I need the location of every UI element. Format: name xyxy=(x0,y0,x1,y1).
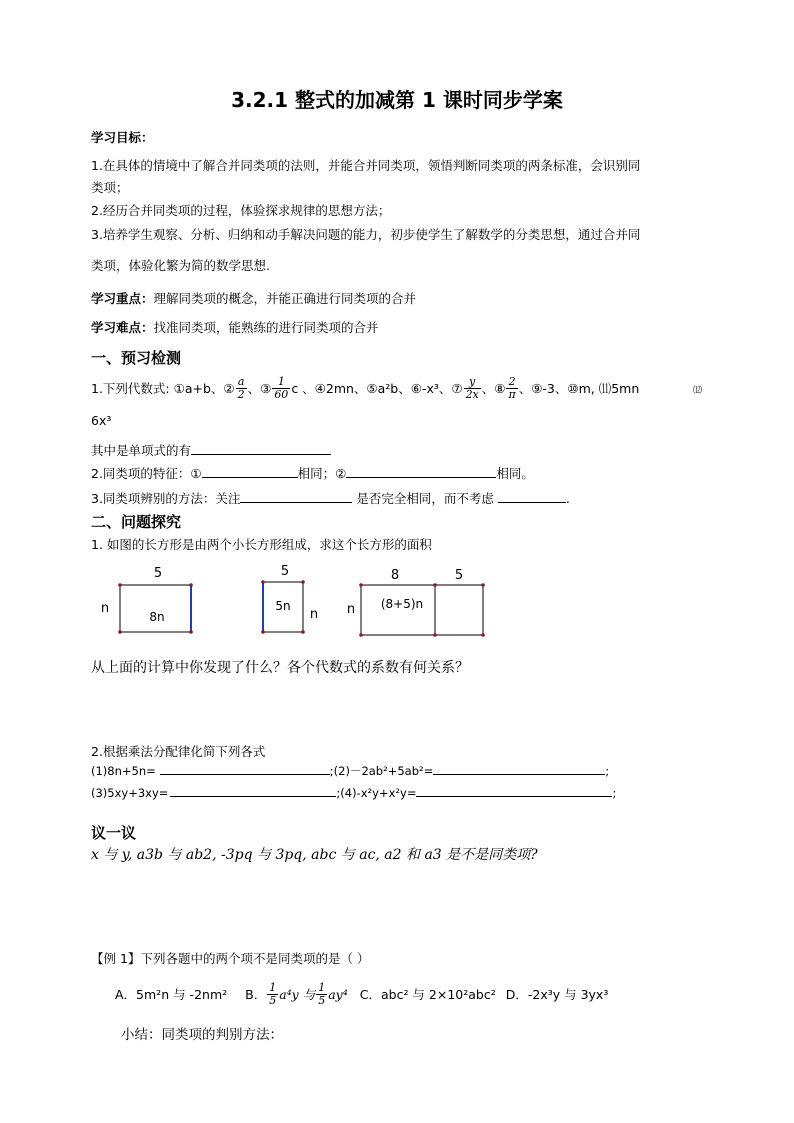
section2-q1: 1. 如图的长方形是由两个小长方形组成，求这个长方形的面积 xyxy=(91,537,432,552)
discover-question: 从上面的计算中你发现了什么？各个代数式的系数有何关系？ xyxy=(91,660,469,676)
objective-3b: 类项，体验化繁为简的数学思想. xyxy=(91,258,270,273)
corner-dot xyxy=(118,630,122,634)
answer-blank-eq2[interactable] xyxy=(433,762,605,775)
option-b-end: ay⁴ xyxy=(328,986,348,1002)
semicolon: ; xyxy=(605,764,610,778)
answer-blank-eq4[interactable] xyxy=(416,784,612,797)
q2-text-b: 相同；② xyxy=(297,466,347,481)
corner-dot xyxy=(301,580,305,584)
rect1-inner-label: 8n xyxy=(149,610,165,624)
answer-blank-eq3[interactable] xyxy=(170,784,336,797)
corner-dot xyxy=(189,630,193,634)
answer-blank-monomials[interactable] xyxy=(191,442,331,455)
semicolon: ; xyxy=(329,764,334,778)
rectangles-figure xyxy=(95,560,495,645)
rect1-side-label: n xyxy=(100,601,110,616)
objective-1b: 类项； xyxy=(91,180,129,195)
fraction-1-over-60: $\frac{1}{60}$ xyxy=(274,374,289,401)
example-options xyxy=(115,976,608,1012)
difficulty-text: 找准同类项，能熟练的进行同类项的合并 xyxy=(153,320,379,335)
rectangle-1 xyxy=(120,585,191,632)
equation-2: (2)－2ab²+5ab²= xyxy=(333,764,434,778)
q1-ask xyxy=(91,441,331,459)
example-label: 【例 1】 xyxy=(91,951,141,966)
answer-blank-feature-2[interactable] xyxy=(346,465,496,478)
example-1 xyxy=(91,949,369,967)
discuss-heading: 议一议 xyxy=(91,824,137,842)
q3-text-a: 3.同类项辨别的方法：关注 xyxy=(91,491,241,506)
objective-1a: 1.在具体的情境中了解合并同类项的法则，并能合并同类项，领悟判断同类项的两条标准，会识别同 xyxy=(91,158,641,173)
q1-part3: 、③ xyxy=(247,381,272,396)
discuss-text xyxy=(91,844,538,864)
option-d: D．-2x³y 与 3yx³ xyxy=(505,987,609,1002)
example-text: 下列各题中的两个项不是同类项的是（ ） xyxy=(140,951,370,966)
rect3-inner-label: (8+5)n xyxy=(380,597,424,611)
equation-row-2 xyxy=(91,784,616,800)
rect1-top-label: 5 xyxy=(153,566,163,581)
q1-prefix: 1.下列代数式: ①a+b、② xyxy=(91,381,235,396)
rect2-side-label: n xyxy=(309,607,319,622)
option-b-label: B． xyxy=(245,987,267,1002)
rect3-top-label-1: 8 xyxy=(390,568,400,583)
key-point xyxy=(91,289,416,307)
semicolon: ; xyxy=(612,786,617,800)
equation-1: (1)8n+5n= xyxy=(91,764,156,778)
option-b-mid: a⁴y 与 xyxy=(279,987,316,1002)
key-point-text: 理解同类项的概念，并能正确进行同类项的合并 xyxy=(153,291,417,306)
q1-tail: 、⑨-3、⑩m, ⑾5mn xyxy=(518,381,640,396)
page-title: 3.2.1 整式的加减第 1 课时同步学案 xyxy=(231,88,563,112)
objectives-label: 学习目标： xyxy=(91,130,154,145)
fraction-a-over-2: $\frac{a}{2}$ xyxy=(237,374,245,401)
q1-line2: 6x³ xyxy=(91,413,112,428)
answer-blank-focus[interactable] xyxy=(240,490,352,503)
objective-3a: 3.培养学生观察、分析、归纳和动手解决问题的能力，初步使学生了解数学的分类思想，通过合并同 xyxy=(91,227,641,242)
corner-dot xyxy=(481,583,485,587)
corner-dot xyxy=(359,583,363,587)
question-1 xyxy=(91,371,639,405)
objective-2: 2.经历合并同类项的过程，体验探求规律的思想方法； xyxy=(91,203,391,218)
key-point-label: 学习重点： xyxy=(91,291,154,306)
q2-text-c: 相同。 xyxy=(496,466,534,481)
option-b-fraction-1: $\frac{1}{5}$ xyxy=(269,980,277,1007)
question-3 xyxy=(91,489,570,507)
discuss-question: x 与 y, a3b 与 ab2, -3pq 与 3pq, abc 与 ac, a2 和 a3 是不是同类项? xyxy=(91,847,538,863)
corner-dot xyxy=(118,583,122,587)
answer-blank-eq1[interactable] xyxy=(160,762,330,775)
answer-blank-ignore[interactable] xyxy=(498,490,566,503)
corner-dot xyxy=(189,583,193,587)
q3-text-c: . xyxy=(565,491,570,506)
semicolon: ; xyxy=(336,786,341,800)
corner-dot xyxy=(481,633,485,637)
q1-item-12: ⑿ xyxy=(693,386,703,396)
q1-ask-text: 其中是单项式的有 xyxy=(91,443,192,458)
rect2-inner-label: 5n xyxy=(275,599,291,613)
q3-text-b: 是否完全相同，而不考虑 xyxy=(356,491,494,506)
summary: 小结：同类项的判别方法： xyxy=(121,1027,283,1043)
q1-part3b: c 、④2mn、⑤a²b、⑥-x³、⑦ xyxy=(291,381,463,396)
rect3-side-label: n xyxy=(346,602,356,617)
fraction-2-over-pi: $\frac{2}{\pi}$ xyxy=(508,374,516,401)
difficulty xyxy=(91,318,379,336)
answer-blank-feature-1[interactable] xyxy=(202,465,298,478)
equation-4: (4)-x²y+x²y= xyxy=(340,786,417,800)
rect2-top-label: 5 xyxy=(280,564,290,579)
section2-heading: 二、问题探究 xyxy=(91,513,182,531)
corner-dot xyxy=(301,630,305,634)
section2-q2: 2.根据乘法分配律化简下列各式 xyxy=(91,744,266,759)
equation-3: (3)5xy+3xy= xyxy=(91,786,169,800)
corner-dot xyxy=(433,583,437,587)
rect3-top-label-2: 5 xyxy=(454,568,464,583)
option-a: A．5m²n 与 -2nm² xyxy=(115,987,228,1002)
question-2 xyxy=(91,464,534,482)
corner-dot xyxy=(261,580,265,584)
q2-text-a: 2.同类项的特征：① xyxy=(91,466,202,481)
option-b-fraction-2: $\frac{1}{5}$ xyxy=(318,980,326,1007)
section1-heading: 一、预习检测 xyxy=(91,349,182,367)
corner-dot xyxy=(433,633,437,637)
option-c: C．abc² 与 2×10²abc² xyxy=(359,987,496,1002)
difficulty-label: 学习难点： xyxy=(91,320,154,335)
fraction-y-over-2x: $\frac{y}{2x}$ xyxy=(465,374,479,401)
corner-dot xyxy=(261,630,265,634)
equation-row-1 xyxy=(91,762,609,779)
corner-dot xyxy=(359,633,363,637)
q1-part8: 、⑧ xyxy=(481,381,506,396)
